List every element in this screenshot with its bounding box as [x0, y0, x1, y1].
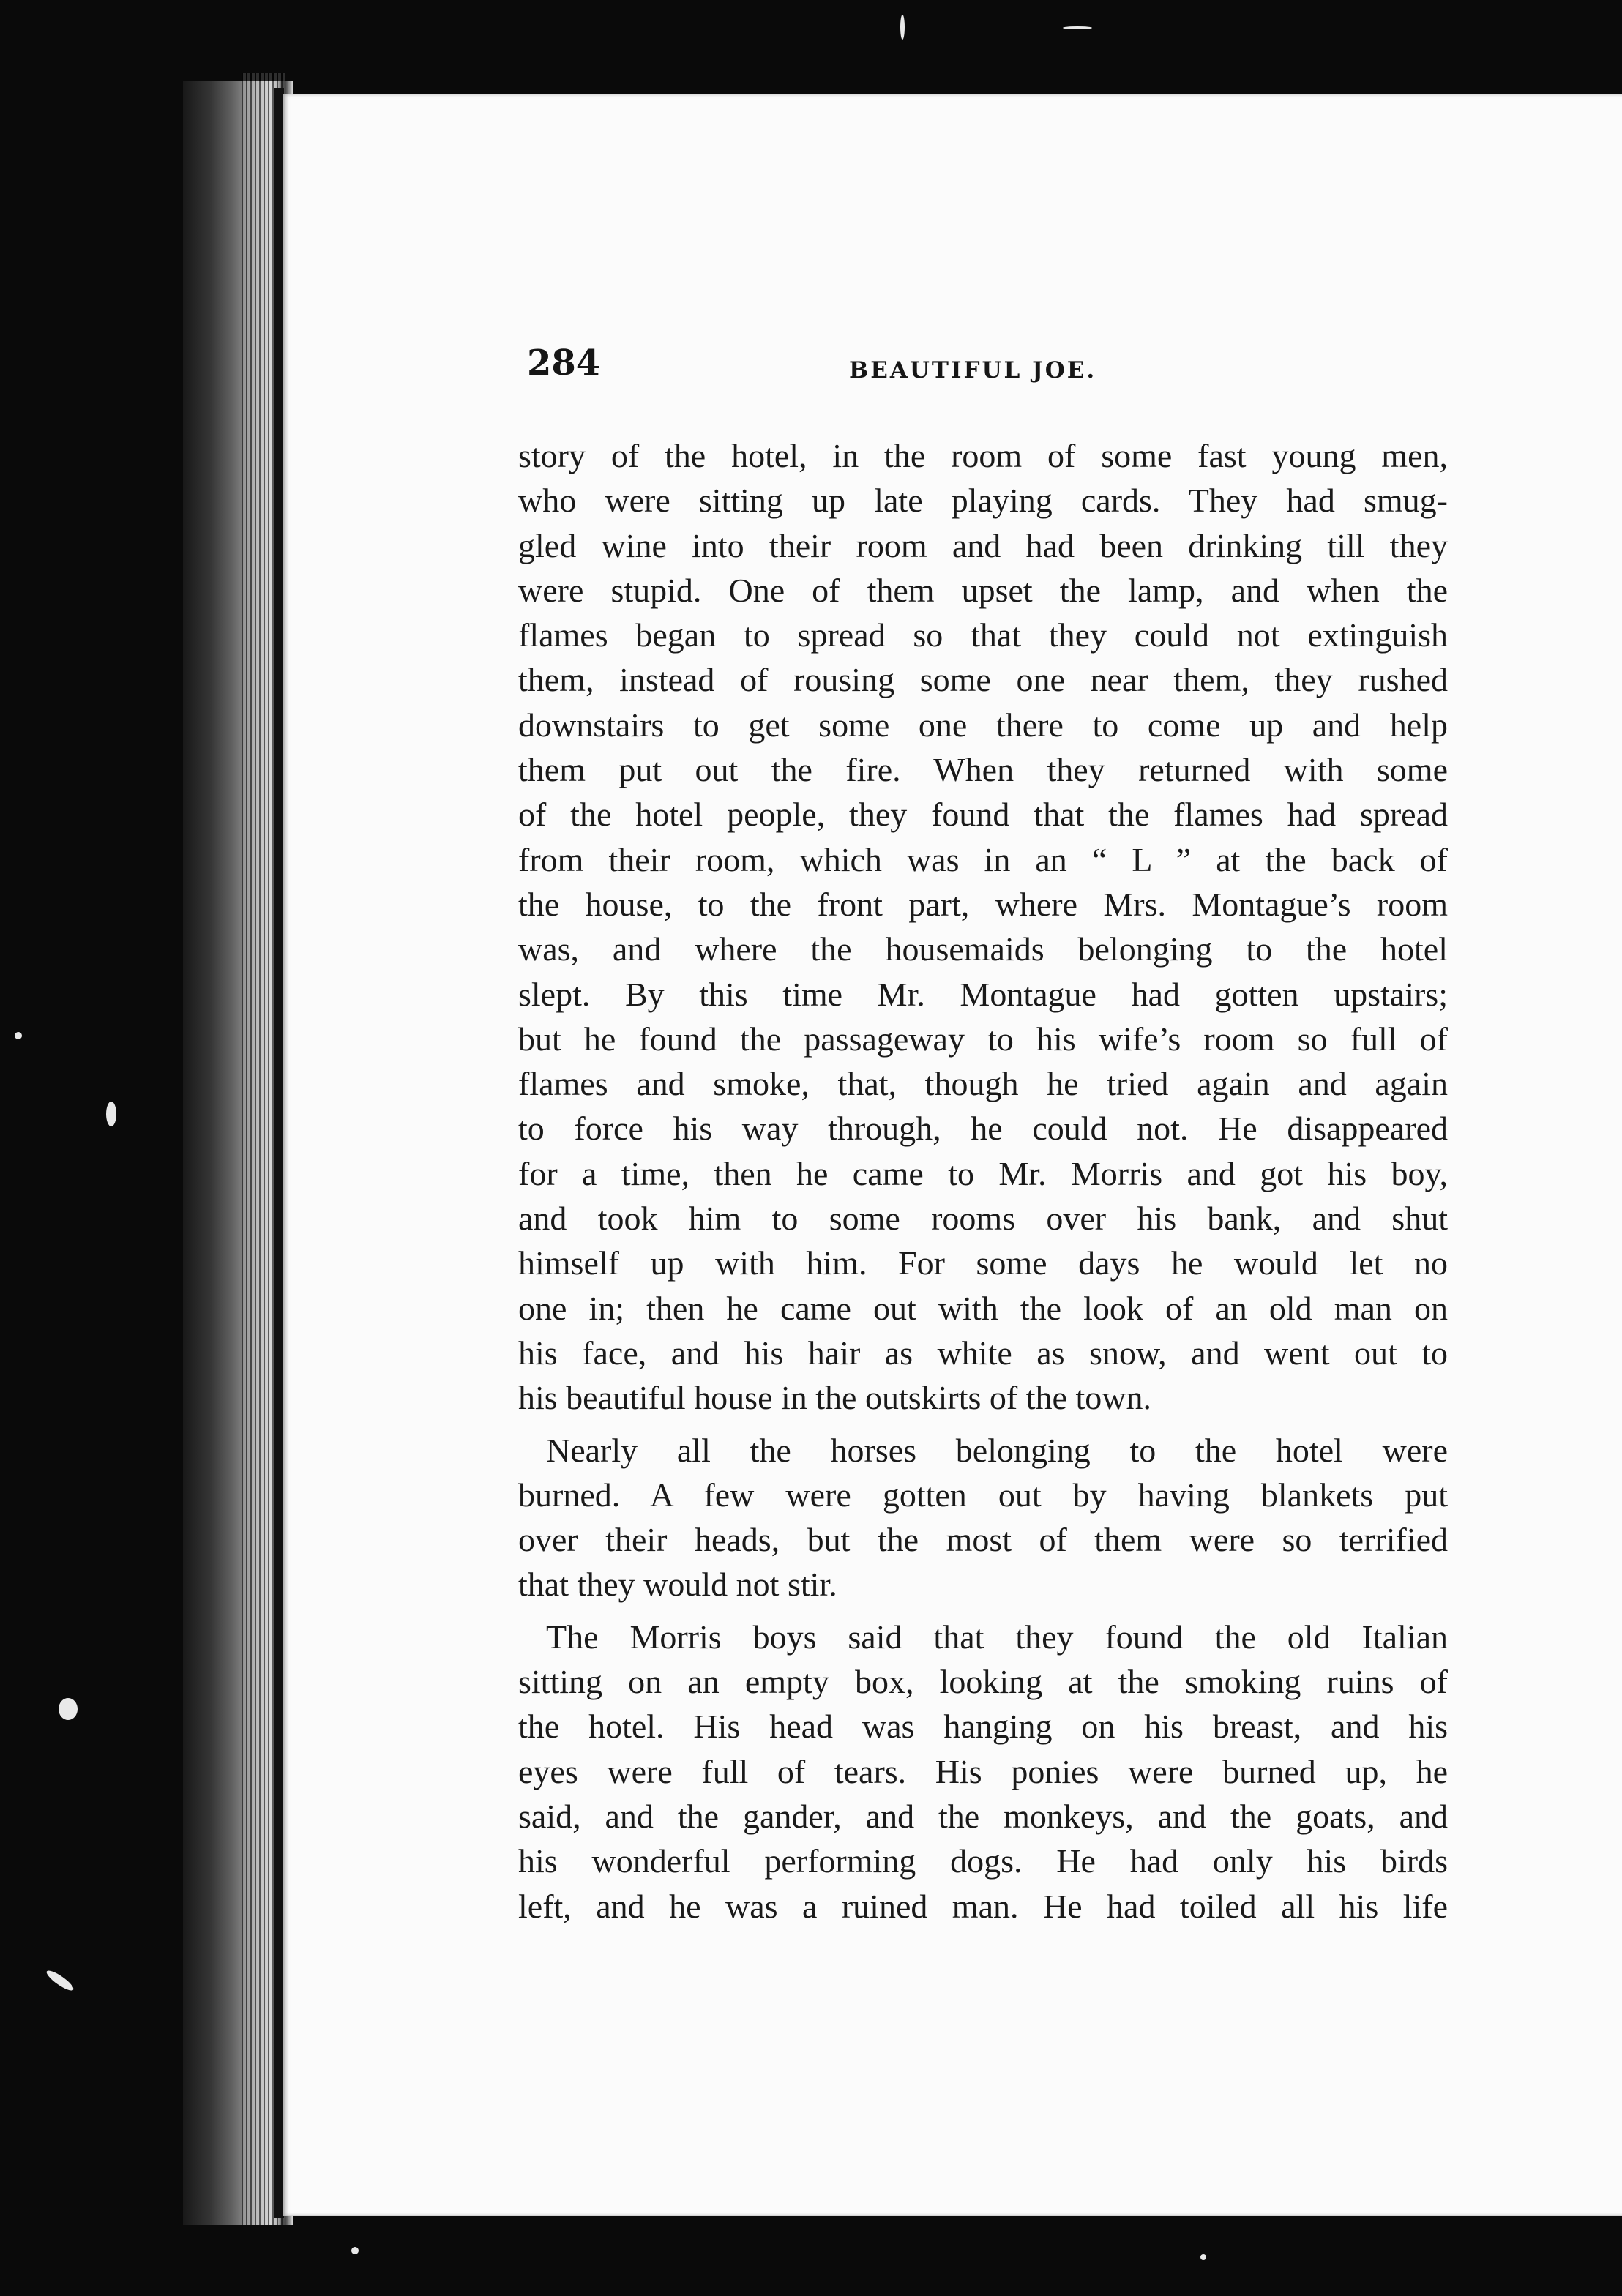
text-line: gled wine into their room and had been drinking till they	[518, 526, 1448, 564]
text-line: downstairs to get some one there to come up and help	[518, 706, 1448, 744]
dust-speck	[1200, 2254, 1206, 2260]
text-line: but he found the passageway to his wife’s room so full of	[518, 1020, 1448, 1058]
paragraph-gap	[518, 1607, 1448, 1615]
text-line: slept. By this time Mr. Montague had gotten upstairs;	[518, 975, 1448, 1013]
running-title: BEAUTIFUL JOE.	[849, 357, 1097, 384]
text-line: sitting on an empty box, looking at the smoking ruins of	[518, 1663, 1448, 1701]
text-line: himself up with him. For some days he would let no	[518, 1244, 1448, 1282]
text-line: who were sitting up late playing cards. They had smug-	[518, 482, 1448, 520]
text-line: eyes were full of tears. His ponies were burned up, he	[518, 1752, 1448, 1790]
text-line: story of the hotel, in the room of some fast young men,	[518, 437, 1448, 474]
text-line: his face, and his hair as white as snow, and went out to	[518, 1334, 1448, 1372]
text-line: were stupid. One of them upset the lamp, and when the	[518, 571, 1448, 609]
text-line: The Morris boys said that they found the old Italian	[546, 1618, 1448, 1656]
text-line: the hotel. His head was hanging on his breast, and his	[518, 1708, 1448, 1746]
text-line: left, and he was a ruined man. He had toiled all his life	[518, 1887, 1448, 1925]
dust-speck	[351, 2247, 359, 2254]
text-line: over their heads, but the most of them were so terrified	[518, 1521, 1448, 1559]
running-head	[527, 338, 1449, 389]
text-line: them, instead of rousing some one near them, they rushed	[518, 661, 1448, 699]
text-line: the house, to the front part, where Mrs. Montague’s room	[518, 885, 1448, 923]
dust-speck	[45, 1967, 76, 1993]
text-line: for a time, then he came to Mr. Morris and got his boy,	[518, 1154, 1448, 1192]
paragraph-gap	[518, 1421, 1448, 1428]
text-line: to force his way through, he could not. He disappeared	[518, 1110, 1448, 1148]
dust-speck	[900, 15, 905, 40]
text-line: was, and where the housemaids belonging to the hotel	[518, 930, 1448, 968]
text-line: burned. A few were gotten out by having blankets put	[518, 1476, 1448, 1514]
text-line: his beautiful house in the outskirts of the town.	[518, 1379, 1151, 1417]
dust-speck	[15, 1032, 22, 1039]
text-line: flames and smoke, that, though he tried again and again	[518, 1065, 1448, 1103]
dust-speck	[1063, 26, 1092, 29]
text-line: and took him to some rooms over his bank, and shut	[518, 1200, 1448, 1238]
text-line: flames began to spread so that they could not extinguish	[518, 616, 1448, 654]
text-line: from their room, which was in an “ L ” at the back of	[518, 840, 1448, 878]
paragraph	[518, 1615, 1448, 1929]
text-line: said, and the gander, and the monkeys, and the goats, and	[518, 1797, 1448, 1835]
dust-speck	[106, 1102, 116, 1126]
text-line: that they would not stir.	[518, 1566, 837, 1604]
text-line: of the hotel people, they found that the flames had spread	[518, 796, 1448, 834]
body-text	[518, 433, 1448, 1929]
text-line: his wonderful performing dogs. He had only his birds	[518, 1842, 1448, 1880]
text-line: them put out the fire. When they returned with some	[518, 751, 1448, 789]
text-line: one in; then he came out with the look of an old man on	[518, 1289, 1448, 1327]
paragraph	[518, 433, 1448, 1421]
text-line: Nearly all the horses belonging to the hotel were	[546, 1431, 1448, 1469]
paragraph	[518, 1428, 1448, 1607]
dust-speck	[59, 1698, 78, 1720]
page-number: 284	[527, 343, 601, 384]
